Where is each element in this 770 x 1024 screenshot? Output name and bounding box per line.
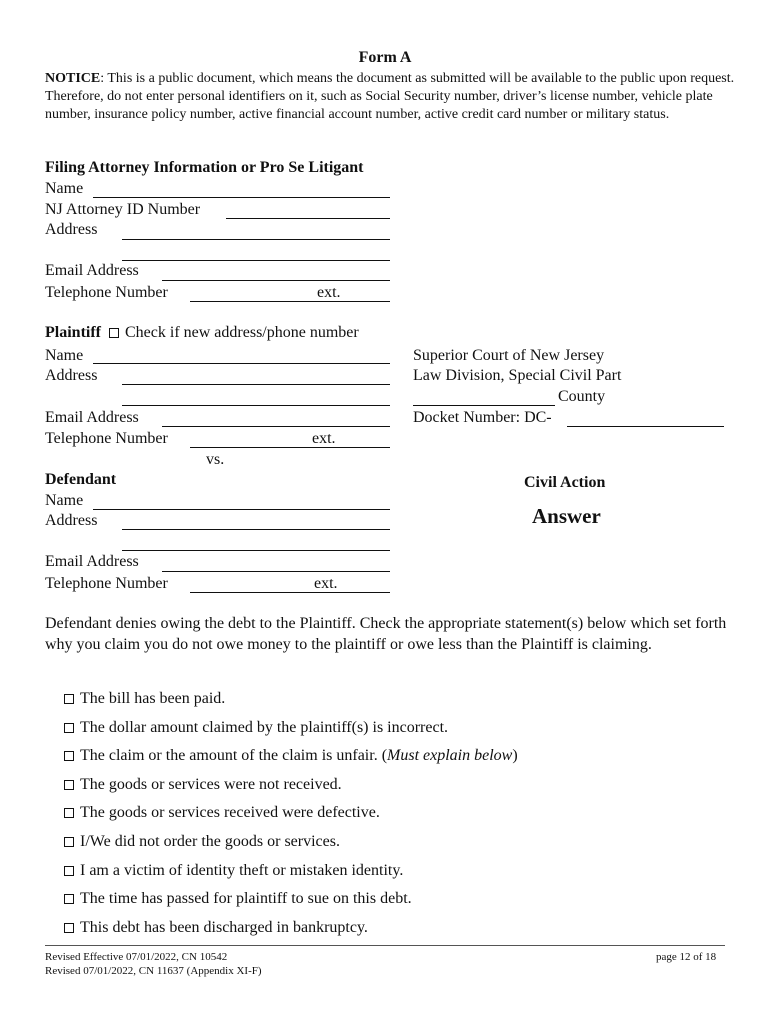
plaintiff-email-label: Email Address: [45, 409, 139, 426]
defendant-phone-label: Telephone Number: [45, 575, 168, 592]
filing-address-field-2[interactable]: [122, 260, 390, 261]
option-bankruptcy: [64, 918, 368, 938]
plaintiff-email-field[interactable]: [162, 426, 390, 427]
filing-name-label: Name: [45, 180, 84, 197]
notice-paragraph: [45, 70, 735, 124]
option-claim-unfair-checkbox[interactable]: [64, 751, 74, 761]
court-name: Superior Court of New Jersey: [413, 347, 605, 364]
option-not-ordered-checkbox[interactable]: [64, 837, 74, 847]
option-claim-unfair-label: The claim or the amount of the claim is unfair. (: [80, 747, 388, 764]
notice-text: : This is a public document, which means the document as submitted will be available to the public upon request. Therefore, do not enter personal identifiers on it, such as Social Security number, driver’s license number, vehicle plate number, insurance policy number, active financial account number, active credit card number or military status.: [45, 71, 735, 122]
filing-email-field[interactable]: [162, 280, 390, 281]
option-not-received-label: The goods or services were not received.: [80, 776, 342, 793]
docket-label: Docket Number: DC-: [413, 409, 552, 426]
defendant-phone-field[interactable]: [190, 592, 390, 593]
option-bankruptcy-label: This debt has been discharged in bankruptcy.: [80, 919, 368, 936]
court-division: Law Division, Special Civil Part: [413, 367, 622, 384]
option-not-ordered-label: I/We did not order the goods or services.: [80, 833, 340, 850]
filing-address-label: Address: [45, 221, 98, 238]
filing-ext-label: ext.: [317, 284, 341, 301]
versus-label: vs.: [206, 451, 225, 468]
docket-number-field[interactable]: [567, 426, 724, 427]
option-bill-paid: [64, 689, 225, 709]
county-label: County: [558, 388, 606, 405]
county-field[interactable]: [413, 405, 555, 406]
option-time-passed-checkbox[interactable]: [64, 894, 74, 904]
answer-title: Answer: [532, 504, 601, 528]
option-defective-label: The goods or services received were defective.: [80, 804, 380, 821]
option-bill-paid-label: The bill has been paid.: [80, 690, 226, 707]
plaintiff-address-label: Address: [45, 367, 98, 384]
option-bill-paid-checkbox[interactable]: [64, 694, 74, 704]
option-amount-incorrect: [64, 718, 448, 738]
defendant-name-label: Name: [45, 492, 84, 509]
option-amount-incorrect-label: The dollar amount claimed by the plaintiff(s) is incorrect.: [80, 719, 449, 736]
filing-heading: Filing Attorney Information or Pro Se Litigant: [45, 159, 364, 176]
plaintiff-address-field-1[interactable]: [122, 384, 390, 385]
footer-revised-2: Revised 07/01/2022, CN 11637 (Appendix XI-F): [45, 965, 262, 977]
instructions-paragraph: Defendant denies owing the debt to the Plaintiff. Check the appropriate statement(s) below which set forth why you claim you do not owe money to the plaintiff or owe less than the Plaintiff is claiming.: [45, 615, 727, 653]
defendant-address-label: Address: [45, 512, 98, 529]
filing-name-field[interactable]: [93, 197, 390, 198]
option-claim-unfair-note: Must explain below: [387, 747, 513, 764]
filing-phone-label: Telephone Number: [45, 284, 168, 301]
new-address-check-label: Check if new address/phone number: [125, 324, 359, 341]
option-defective: [64, 803, 380, 823]
defendant-address-field-1[interactable]: [122, 529, 390, 530]
option-time-passed: [64, 889, 412, 909]
new-address-checkbox[interactable]: [109, 328, 119, 338]
option-not-ordered: [64, 832, 340, 852]
filing-phone-field[interactable]: [190, 301, 390, 302]
plaintiff-ext-label: ext.: [312, 430, 336, 447]
defendant-address-field-2[interactable]: [122, 550, 390, 551]
filing-address-field-1[interactable]: [122, 239, 390, 240]
defendant-heading: Defendant: [45, 471, 117, 488]
defendant-ext-label: ext.: [314, 575, 338, 592]
defendant-email-field[interactable]: [162, 571, 390, 572]
filing-attorney-id-label: NJ Attorney ID Number: [45, 201, 201, 218]
plaintiff-phone-field[interactable]: [190, 447, 390, 448]
option-not-received-checkbox[interactable]: [64, 780, 74, 790]
option-not-received: [64, 775, 342, 795]
footer-page-number: page 12 of 18: [656, 951, 717, 963]
plaintiff-address-field-2[interactable]: [122, 405, 390, 406]
defendant-email-label: Email Address: [45, 553, 139, 570]
defendant-name-field[interactable]: [93, 509, 390, 510]
option-identity-theft-checkbox[interactable]: [64, 866, 74, 876]
plaintiff-heading-row: [45, 323, 359, 343]
form-title: Form A: [358, 49, 412, 66]
option-bankruptcy-checkbox[interactable]: [64, 923, 74, 933]
plaintiff-name-label: Name: [45, 347, 84, 364]
option-claim-unfair-close: ): [512, 747, 518, 764]
filing-attorney-id-field[interactable]: [226, 218, 390, 219]
footer-divider: [45, 945, 725, 946]
plaintiff-heading: Plaintiff: [45, 324, 101, 341]
option-time-passed-label: The time has passed for plaintiff to sue on this debt.: [80, 890, 412, 907]
option-defective-checkbox[interactable]: [64, 808, 74, 818]
option-identity-theft: [64, 861, 403, 881]
civil-action-label: Civil Action: [524, 474, 606, 491]
footer-revised-1: Revised Effective 07/01/2022, CN 10542: [45, 951, 228, 963]
filing-email-label: Email Address: [45, 262, 139, 279]
option-amount-incorrect-checkbox[interactable]: [64, 723, 74, 733]
option-identity-theft-label: I am a victim of identity theft or mistaken identity.: [80, 862, 404, 879]
plaintiff-phone-label: Telephone Number: [45, 430, 168, 447]
plaintiff-name-field[interactable]: [93, 363, 390, 364]
notice-label: NOTICE: [45, 71, 101, 86]
option-claim-unfair: [64, 746, 518, 766]
